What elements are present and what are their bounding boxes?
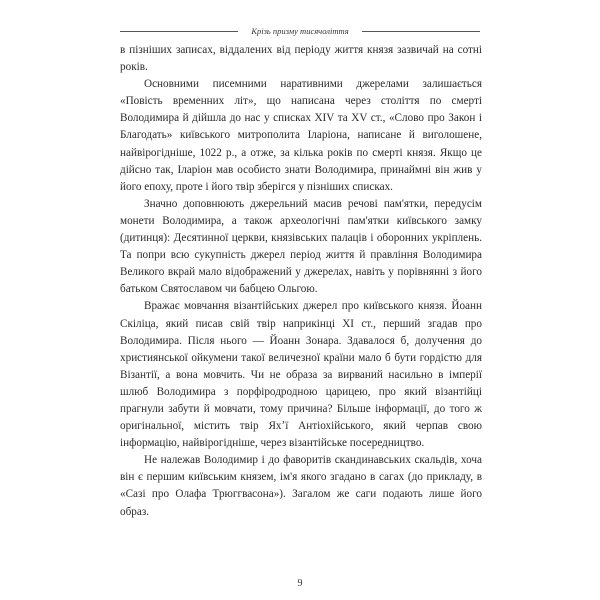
body-text	[120, 42, 482, 521]
paragraph-written-sources: Основними писемними наративними джерелами залишається «Повість временних літ», що написана через століття по смерті Володимира й дійшла до нас у списках XIV та XV ст., «Слово про Закон і Благодать» київського митрополита Іларіона, написане й виголошене, найвірогідніше, 1022 р., а отже, за кілька років по смерті князя. Якщо це дійсно так, Іларіон мав особисто знати Володимира, принаймні він жив у його епоху, проте і його твір зберігся у пізніших списках.	[120, 78, 482, 193]
running-head-title: Крізь призму тисячоліття	[251, 26, 349, 36]
header-rule-left	[120, 31, 238, 32]
running-head	[120, 24, 480, 38]
paragraph-scandinavian-sources: Не належав Володимир і до фаворитів скандинавських скальдів, хоча він є першим київським князем, ім'я якого згадано в сагах (до прикладу, в «Сазі про Олафа Трюггвасона»). Загалом же саги подають лише його образ.	[120, 454, 482, 518]
paragraph-byzantine-sources: Вражає мовчання візантійських джерел про київського князя. Йоанн Скіліца, який писав свій твір наприкінці XI ст., перший згадав про Володимира. Після нього — Йоанн Зонара. Здавалося б, долучення до християнської ойкумени такої величезної країни мало б бути гордістю для Візантії, а вона мовчить. Чи не образа за вирваний насильно в імперії шлюб Володимира з порфіродродною царицею, про який візантійці прагнули забути й мовчати, тому причина? Більше інформації, до того ж оригінальної, містить твір Яхʼї Антіохійського, який черпав свою інформацію, найвірогідніше, через візантійське посередництво.	[120, 300, 482, 450]
header-rule-right	[362, 31, 480, 32]
paragraph-material-sources: Значно доповнюють джерельний масив речові пам'ятки, передусім монети Володимира, а також археологічні пам'ятки київського замку (дитинця): Десятинної церкви, князівських палаців і оборонних укріплень. Та попри всю сукупність джерел період життя й правління Володимира Великого вкрай мало відображений у джерелах, навіть у порівнянні з його батьком Святославом чи бабцею Ольгою.	[120, 197, 482, 296]
paragraph-continued: в пізніших записах, віддалених від періоду життя князя зазвичай на сотні років.	[120, 44, 482, 74]
page-number: 9	[297, 578, 303, 589]
